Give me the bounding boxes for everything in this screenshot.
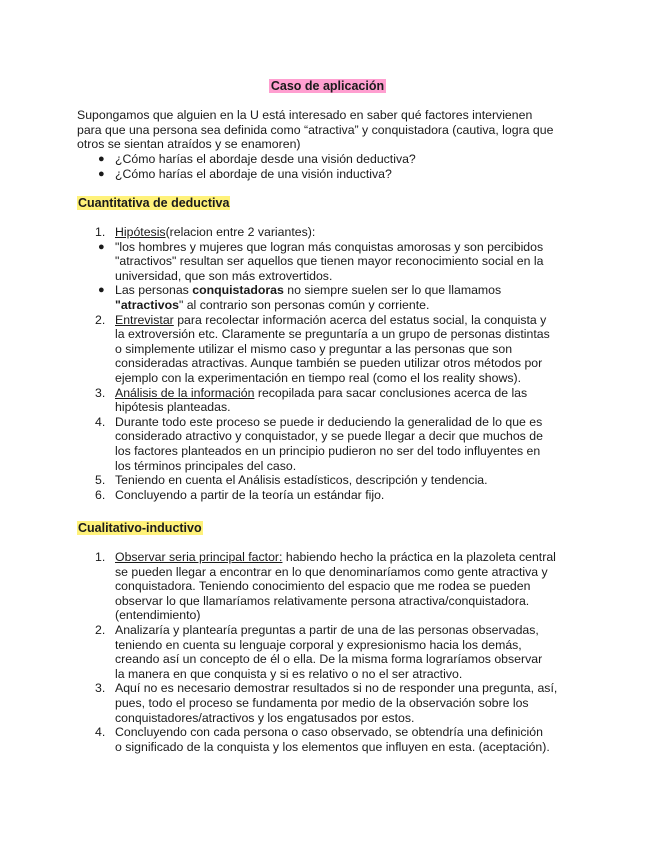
- item-line: "los hombres y mujeres que logran más conquistas amorosas y son percibidos: [115, 239, 544, 254]
- underlined-term: Entrevistar: [115, 312, 174, 327]
- item-text: " al contrario son personas común y corriente.: [178, 297, 430, 312]
- item-line: consideradas atractivas. Aunque también se pueden utilizar otros métodos por: [115, 356, 543, 371]
- hypothesis-term: Hipótesis: [115, 225, 166, 239]
- item-line: [115, 386, 597, 401]
- deductive-list: [77, 225, 597, 502]
- item-line: hipótesis planteadas.: [115, 400, 231, 415]
- item-text: no siempre suelen ser lo que llamamos: [283, 283, 502, 298]
- bullet-icon: ●: [98, 153, 105, 165]
- item-text: (relacion entre 2 variantes):: [165, 225, 316, 239]
- list-marker: 4.: [95, 414, 106, 429]
- list-item: [77, 725, 597, 754]
- list-marker: 1.: [95, 550, 106, 564]
- list-marker: 3.: [95, 681, 106, 696]
- item-text: habiendo hecho la práctica en la plazoleta central: [282, 550, 556, 564]
- list-marker: 2.: [95, 622, 106, 637]
- list-item: [77, 225, 597, 240]
- question-text: ¿Cómo harías el abordaje desde una visión deductiva?: [115, 152, 416, 166]
- question-text: ¿Cómo harías el abordaje de una visión inductiva?: [115, 166, 392, 181]
- item-line: Analizaría y plantearía preguntas a partir de una de las personas observadas,: [115, 622, 539, 637]
- list-marker: 1.: [95, 225, 106, 239]
- item-text: Las personas: [115, 283, 193, 298]
- list-item: [77, 313, 597, 386]
- title-block: [0, 77, 655, 95]
- page-title: Caso de aplicación: [270, 79, 385, 93]
- item-line: Concluyendo con cada persona o caso observado, se obtendría una definición: [115, 725, 543, 740]
- item-line: pues, todo el proceso se fundamenta por medio de la observación sobre los: [115, 695, 529, 710]
- item-line: [115, 283, 597, 298]
- item-line: universidad, que son más extrovertidos.: [115, 268, 333, 283]
- item-line: "atractivos" resultan ser aquellos que tienen mayor reconocimiento social en la: [115, 254, 544, 269]
- section-heading-deductive: Cuantitativa de deductiva: [78, 196, 230, 210]
- item-line: ejemplo con la experimentación en tiempo real (como el los reality shows).: [115, 370, 521, 385]
- list-marker: 6.: [95, 487, 106, 502]
- bullet-icon: ●: [98, 240, 105, 253]
- item-line: [115, 550, 597, 565]
- inductive-list: [77, 550, 597, 754]
- list-item: [77, 283, 597, 312]
- list-item: [77, 488, 597, 503]
- item-line: los factores planteados en un principio pudieron no ser del todo influyentes en: [115, 443, 541, 458]
- item-text: Teniendo en cuenta el Análisis estadísticos, descripción y tendencia.: [115, 473, 488, 488]
- list-item: [77, 386, 597, 415]
- list-item: [77, 167, 597, 182]
- item-line: Aquí no es necesario demostrar resultados si no de responder una pregunta, así,: [115, 681, 558, 696]
- intro-questions: [77, 152, 597, 181]
- item-line: se pueden llegar a encontrar en lo que denominaríamos como gente atractiva y: [115, 564, 548, 579]
- item-line: considerado atractivo y conquistador, y se puede llegar a decir que muchos de: [115, 429, 543, 444]
- item-line: la manera en que conquista y si es relativo o no el ser atractivo.: [115, 666, 463, 681]
- section-heading-inductive: Cualitativo-inductivo: [78, 521, 202, 535]
- item-line: [115, 313, 597, 328]
- list-marker: 2.: [95, 312, 106, 327]
- intro-line: otros se sientan atraídos y se enamoren): [77, 137, 301, 152]
- list-item: [77, 681, 597, 725]
- item-line: observar lo que llamaríamos relativamente persona atractiva/conquistadora.: [115, 593, 530, 608]
- item-line: creando así un concepto de él o ella. De la misma forma lograríamos observar: [115, 652, 543, 667]
- item-line: la extroversión etc. Claramente se preguntaría a un grupo de personas distintas: [115, 327, 550, 342]
- list-item: [77, 473, 597, 488]
- emphasis-text: "atractivos: [115, 297, 179, 312]
- list-marker: 3.: [95, 385, 106, 400]
- list-marker: 4.: [95, 725, 106, 740]
- intro-line: para que una persona sea definida como “atractiva” y conquistadora (cautiva, logra que: [77, 122, 554, 137]
- underlined-term: Análisis de la información: [115, 385, 255, 400]
- item-line: [115, 298, 597, 313]
- item-line: los términos principales del caso.: [115, 458, 297, 473]
- intro-line: Supongamos que alguien en la U está interesado en saber qué factores intervienen: [77, 108, 533, 122]
- item-line: (entendimiento): [115, 608, 201, 623]
- list-marker: 5.: [95, 473, 106, 488]
- item-line: o simplemente utilizar el mismo caso y preguntar a las personas que son: [115, 341, 513, 356]
- list-item: [77, 623, 597, 681]
- item-line: o significado de la conquista y los elementos que influyen en esta. (aceptación).: [115, 739, 550, 754]
- bullet-icon: ●: [98, 167, 105, 180]
- item-line: conquistadora. Teniendo conocimiento del espacio que me rodea se pueden: [115, 579, 531, 594]
- list-item: [77, 240, 597, 284]
- list-item: [77, 415, 597, 473]
- underlined-term: Observar seria principal factor:: [115, 550, 283, 564]
- emphasis-text: conquistadoras: [192, 283, 284, 298]
- item-line: teniendo en cuenta su lenguaje corporal y expresionismo hacia los demás,: [115, 637, 522, 652]
- intro-paragraph: [77, 108, 597, 152]
- item-text: recopilada para sacar conclusiones acerca de las: [254, 385, 528, 400]
- list-item: [77, 152, 597, 167]
- bullet-icon: ●: [98, 284, 105, 297]
- item-line: Durante todo este proceso se puede ir deduciendo la generalidad de lo que es: [115, 414, 543, 429]
- item-text: Concluyendo a partir de la teoría un estándar fijo.: [115, 487, 385, 502]
- item-line: conquistadores/atractivos y los engatusados por estos.: [115, 710, 415, 725]
- list-item: [77, 550, 597, 623]
- item-text: para recolectar información acerca del estatus social, la conquista y: [173, 312, 547, 327]
